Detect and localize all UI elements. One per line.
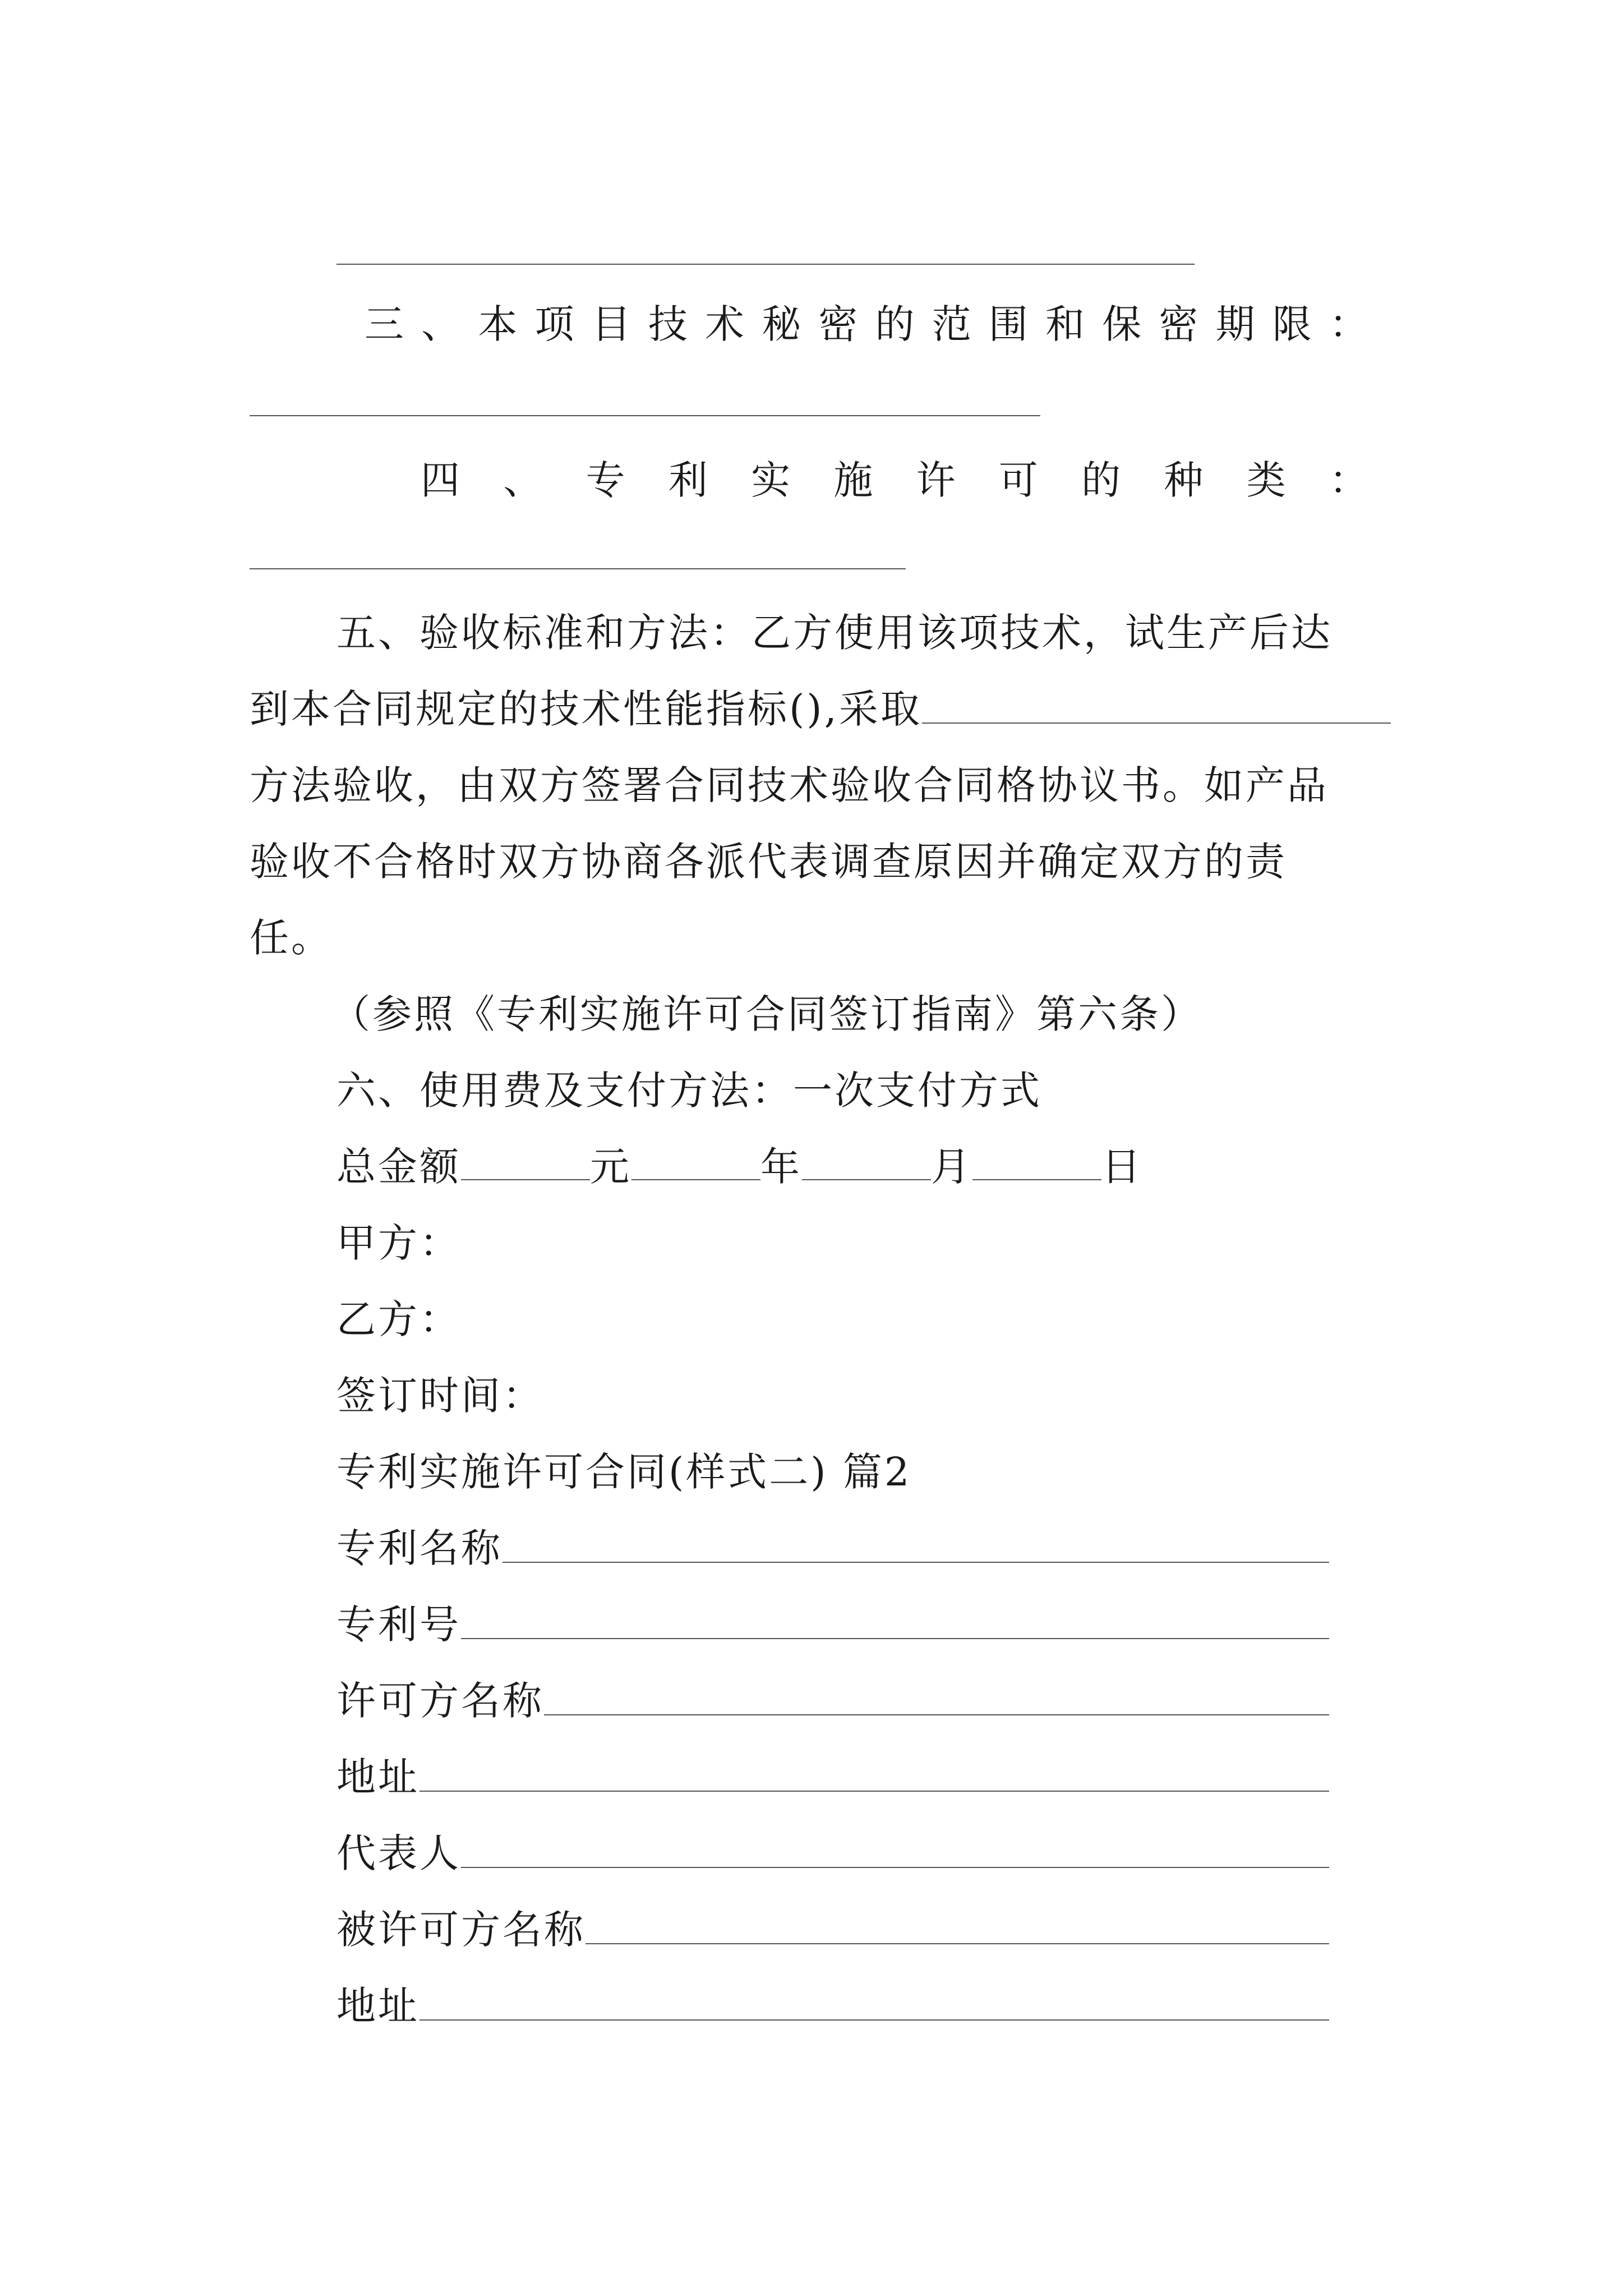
spread-char: 、 [421, 301, 461, 347]
field-blank [585, 1943, 1329, 1944]
party-b [336, 1292, 461, 1346]
section-6-text: 六、使用费及支付方法：一次支付方式 [336, 1068, 1042, 1114]
spread-char: ： [1329, 301, 1368, 347]
section-3-title [365, 297, 1368, 351]
spread-char: 术 [705, 301, 745, 347]
method-blank [922, 723, 1391, 724]
reference-note [331, 987, 1202, 1041]
field-licensor-name [336, 1674, 1329, 1728]
sign-time [336, 1369, 544, 1423]
spread-char: 本 [478, 301, 518, 347]
year-blank [631, 1179, 760, 1180]
spread-char: 技 [648, 301, 688, 347]
field-label: 被许可方名称 [336, 1907, 585, 1953]
spread-char: 类 [1246, 457, 1286, 503]
field-licensee-name [336, 1903, 1329, 1957]
amount-label: 总金额 [336, 1144, 461, 1190]
section-5-line-5 [250, 911, 333, 965]
spread-char: 种 [1164, 457, 1204, 503]
amount-line [336, 1140, 1143, 1194]
field-label: 专利名称 [336, 1525, 502, 1571]
field-label: 许可方名称 [336, 1678, 544, 1724]
spread-char: 保 [1102, 301, 1142, 347]
spread-char: 利 [668, 457, 708, 503]
field-blank [419, 1791, 1329, 1792]
field-licensor-address [336, 1750, 1329, 1804]
blank-rule-sec4 [250, 568, 906, 569]
spread-char: 可 [998, 457, 1038, 503]
spread-char: 三 [365, 301, 404, 347]
blank-rule-sec3 [250, 415, 1040, 416]
amount-blank [461, 1179, 590, 1180]
field-blank [461, 1867, 1329, 1868]
section-5-line-4 [250, 835, 1287, 889]
field-label: 地址 [336, 1983, 419, 2029]
field-patent-name [336, 1521, 1329, 1575]
party-b-label: 乙方： [336, 1296, 461, 1342]
spread-char: 项 [534, 301, 574, 347]
reference-text: （参照《专利实施许可合同签订指南》第六条） [331, 991, 1202, 1037]
section-4-title [421, 453, 1368, 507]
spread-char: 许 [916, 457, 956, 503]
field-blank [502, 1562, 1329, 1563]
spread-char: 实 [751, 457, 791, 503]
spread-char: 密 [818, 301, 858, 347]
party-a [336, 1216, 461, 1270]
part-2-title-text: 专利实施许可合同(样式二) 篇2 [336, 1449, 912, 1495]
section-5-text-5: 任。 [250, 915, 333, 961]
spread-char: 围 [988, 301, 1028, 347]
field-representative [336, 1826, 1329, 1880]
section-5-line-3 [250, 758, 1329, 812]
field-label: 代表人 [336, 1830, 461, 1876]
spread-char: 和 [1045, 301, 1085, 347]
month-blank [802, 1179, 931, 1180]
year-label: 年 [760, 1144, 802, 1190]
spread-char: 施 [833, 457, 873, 503]
section-5-text-1: 五、验收标准和方法：乙方使用该项技术，试生产后达 [336, 610, 1332, 656]
field-blank [461, 1638, 1329, 1639]
section-5-line-2 [250, 682, 1391, 736]
sign-time-label: 签订时间： [336, 1373, 544, 1419]
section-5-line-1 [336, 606, 1332, 660]
section-6-title [336, 1064, 1042, 1117]
spread-char: 的 [875, 301, 915, 347]
spread-char: 专 [585, 457, 625, 503]
spread-char: 限 [1272, 301, 1312, 347]
month-label: 月 [931, 1144, 972, 1190]
spread-char: 范 [932, 301, 971, 347]
spread-char: 秘 [762, 301, 801, 347]
day-label: 日 [1101, 1144, 1143, 1190]
field-blank [419, 2019, 1329, 2021]
part-2-title [336, 1445, 911, 1499]
spread-char: 密 [1159, 301, 1198, 347]
day-blank [972, 1179, 1101, 1180]
field-patent-number [336, 1598, 1329, 1651]
spread-char: 四 [421, 457, 460, 503]
spread-char: 的 [1081, 457, 1121, 503]
blank-rule-top [336, 264, 1195, 265]
section-5-text-4: 验收不合格时双方协商各派代表调查原因并确定双方的责 [250, 839, 1287, 885]
spread-char: ： [1329, 457, 1368, 503]
section-5-text-3: 方法验收，由双方签署合同技术验收合同格协议书。如产品 [250, 762, 1329, 808]
party-a-label: 甲方： [336, 1220, 461, 1266]
spread-char: 期 [1215, 301, 1255, 347]
field-blank [544, 1714, 1329, 1715]
spread-char: 、 [503, 457, 543, 503]
yuan-label: 元 [590, 1144, 631, 1190]
spread-char: 目 [591, 301, 631, 347]
section-5-text-2: 到本合同规定的技术性能指标(),采取 [250, 686, 922, 732]
field-label: 专利号 [336, 1602, 461, 1648]
field-licensee-address [336, 1979, 1329, 2033]
field-label: 地址 [336, 1754, 419, 1800]
